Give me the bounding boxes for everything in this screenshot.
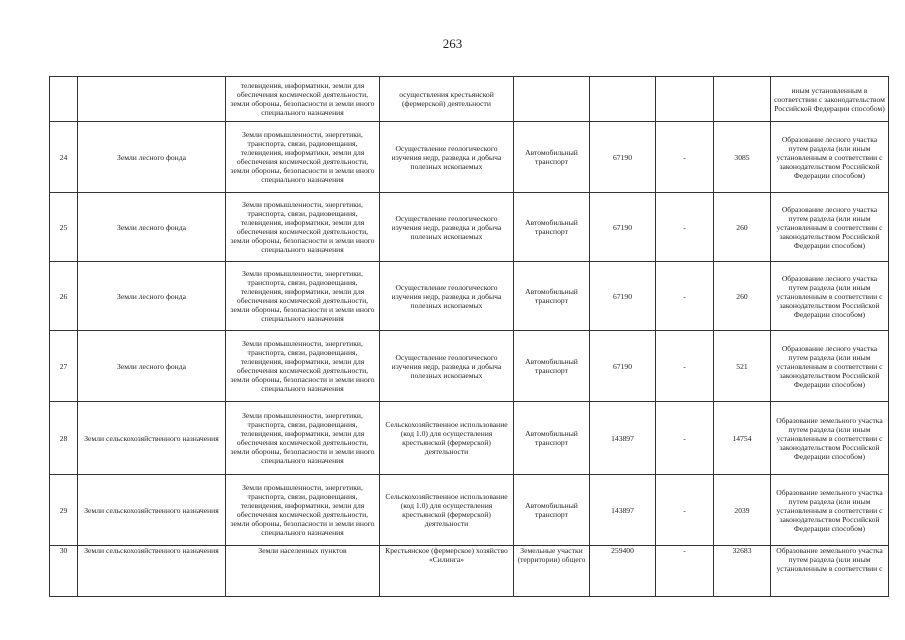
area-value: 143897 [590,402,656,475]
row-number: 29 [50,475,78,546]
formation-method: Образование земельного участка путем раздела (или иным установленным в соответствии с законодательством Российской Федерации способом) [771,402,889,475]
area-value: 67190 [590,262,656,331]
dash-cell [656,77,714,122]
land-use: Земли промышленности, энергетики, транспорта, связи, радиовещания, телевидения, информатики, земли для обеспечения космической деятельности, земли обороны, безопасности и земли иного специального назначения [226,331,380,402]
part-area-value: 260 [714,262,771,331]
object-type: Автомобильный транспорт [514,262,590,331]
area-value: 67190 [590,331,656,402]
formation-method: Образование лесного участка путем раздела (или иным установленным в соответствии с законодательством Российской Федерации способом) [771,331,889,402]
area-value: 67190 [590,122,656,193]
purpose: Осуществление геологического изучения недр, разведка и добыча полезных ископаемых [380,122,514,193]
land-category: Земли сельскохозяйственного назначения [78,475,226,546]
land-use: Земли промышленности, энергетики, транспорта, связи, радиовещания, телевидения, информатики, земли для обеспечения космической деятельности, земли обороны, безопасности и земли иного специального назначения [226,402,380,475]
land-category: Земли сельскохозяйственного назначения [78,402,226,475]
part-area-value: 3085 [714,122,771,193]
land-category: Земли лесного фонда [78,193,226,262]
area-value: 143897 [590,475,656,546]
table-row [50,402,889,475]
part-area-value [714,77,771,122]
object-type: Автомобильный транспорт [514,122,590,193]
object-type: Земельные участки (территории) общего [514,546,590,597]
land-category: Земли лесного фонда [78,122,226,193]
page-number: 263 [442,36,463,51]
row-number: 24 [50,122,78,193]
dash-cell: - [656,262,714,331]
table-row [50,122,889,193]
area-value [590,77,656,122]
table-row [50,77,889,122]
land-use: Земли промышленности, энергетики, транспорта, связи, радиовещания, телевидения, информатики, земли для обеспечения космической деятельности, земли обороны, безопасности и земли иного специального назначения [226,262,380,331]
area-value: 67190 [590,193,656,262]
purpose: Крестьянское (фермерское) хозяйство «Силинга» [380,546,514,597]
object-type [514,77,590,122]
formation-method: Образование лесного участка путем раздела (или иным установленным в соответствии с законодательством Российской Федерации способом) [771,193,889,262]
dash-cell: - [656,475,714,546]
row-number: 25 [50,193,78,262]
row-number [50,77,78,122]
formation-method: Образование земельного участка путем раздела (или иным установленным в соответствии с [771,546,889,597]
table-row [50,475,889,546]
formation-method: Образование лесного участка путем раздела (или иным установленным в соответствии с законодательством Российской Федерации способом) [771,262,889,331]
row-number: 27 [50,331,78,402]
dash-cell: - [656,193,714,262]
land-use: телевидения, информатики, земли для обеспечения космической деятельности, земли обороны, безопасности и земли иного специального назначения [226,77,380,122]
object-type: Автомобильный транспорт [514,475,590,546]
land-category [78,77,226,122]
row-number: 28 [50,402,78,475]
land-category: Земли лесного фонда [78,331,226,402]
part-area-value: 521 [714,331,771,402]
purpose: Осуществление геологического изучения недр, разведка и добыча полезных ископаемых [380,331,514,402]
land-category: Земли сельскохозяйственного назначения [78,546,226,597]
table-row [50,262,889,331]
table-row [50,546,889,597]
part-area-value: 14754 [714,402,771,475]
land-use: Земли промышленности, энергетики, транспорта, связи, радиовещания, телевидения, информатики, земли для обеспечения космической деятельности, земли обороны, безопасности и земли иного специального назначения [226,475,380,546]
land-use: Земли промышленности, энергетики, транспорта, связи, радиовещания, телевидения, информатики, земли для обеспечения космической деятельности, земли обороны, безопасности и земли иного специального назначения [226,122,380,193]
purpose: осуществления крестьянской (фермерской) деятельности [380,77,514,122]
part-area-value: 2039 [714,475,771,546]
dash-cell: - [656,122,714,193]
land-use: Земли населенных пунктов [226,546,380,597]
table-row [50,193,889,262]
purpose: Сельскохозяйственное использование (код 1.0) для осуществления крестьянской (фермерской) деятельности [380,475,514,546]
object-type: Автомобильный транспорт [514,193,590,262]
dash-cell: - [656,402,714,475]
land-category: Земли лесного фонда [78,262,226,331]
row-number: 30 [50,546,78,597]
land-use: Земли промышленности, энергетики, транспорта, связи, радиовещания, телевидения, информатики, земли для обеспечения космической деятельности, земли обороны, безопасности и земли иного специального назначения [226,193,380,262]
formation-method: Образование лесного участка путем раздела (или иным установленным в соответствии с законодательством Российской Федерации способом) [771,122,889,193]
formation-method: иным установленным в соответствии с законодательством Российской Федерации способом) [771,77,889,122]
part-area-value: 260 [714,193,771,262]
table-row [50,331,889,402]
area-value: 259400 [590,546,656,597]
purpose: Осуществление геологического изучения недр, разведка и добыча полезных ископаемых [380,262,514,331]
purpose: Осуществление геологического изучения недр, разведка и добыча полезных ископаемых [380,193,514,262]
part-area-value: 32683 [714,546,771,597]
dash-cell: - [656,546,714,597]
land-plots-table [49,76,889,597]
object-type: Автомобильный транспорт [514,331,590,402]
dash-cell: - [656,331,714,402]
row-number: 26 [50,262,78,331]
formation-method: Образование земельного участка путем раздела (или иным установленным в соответствии с законодательством Российской Федерации способом) [771,475,889,546]
object-type: Автомобильный транспорт [514,402,590,475]
purpose: Сельскохозяйственное использование (код 1.0) для осуществления крестьянской (фермерской) деятельности [380,402,514,475]
